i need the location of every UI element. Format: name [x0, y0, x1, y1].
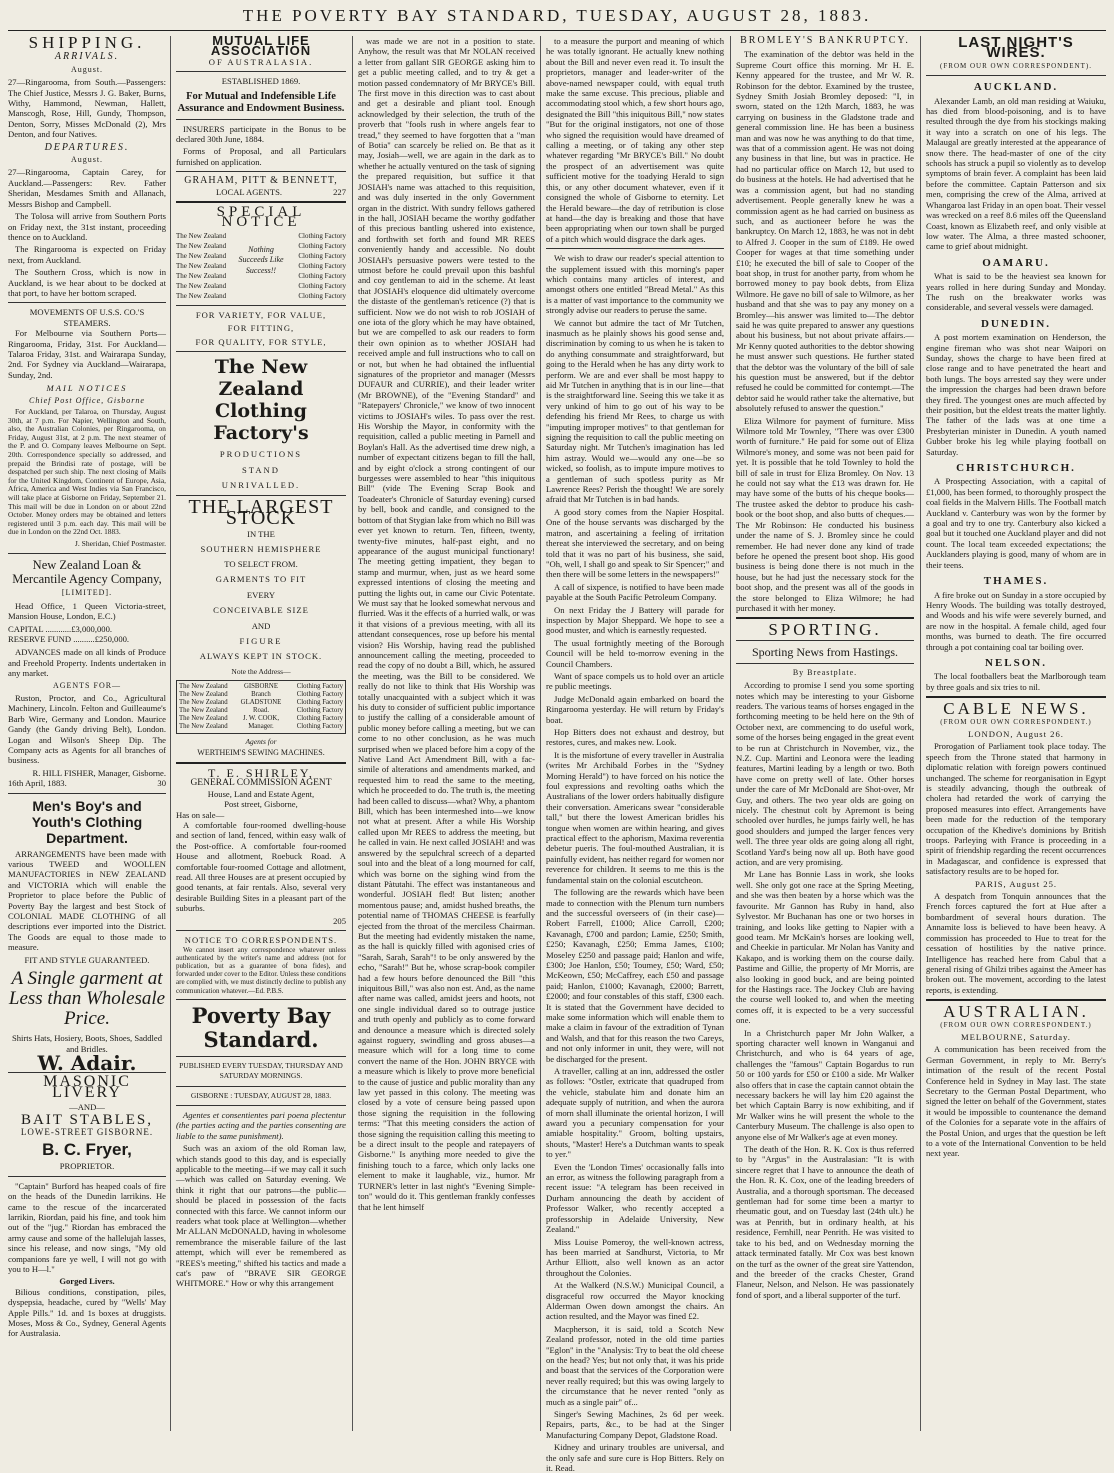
masonic-heading: MASONIC LIVERY — [43, 1073, 131, 1101]
london-dateline: LONDON, August 26. — [968, 728, 1064, 739]
cable-heading: CABLE NEWS. — [943, 699, 1089, 719]
clothing-row: Clothing Factory — [296, 723, 343, 731]
melbourne-dateline: MELBOURNE, Saturday. — [961, 1031, 1071, 1042]
insurers-text: INSURERS participate in the Bonus to be declared 30th June, 1884. — [176, 123, 346, 145]
bankruptcy-heading: BROMLEY'S BANKRUPTCY. — [740, 35, 910, 46]
kidney-item: Kidney and urinary troubles are universal, and the only safe and sure cure is Hop Bitters. Rely on it. Read. — [546, 1442, 724, 1473]
gisborne-box-line: J. W. COOK, — [242, 715, 280, 723]
for-fitting: FOR FITTING, — [227, 323, 295, 334]
sporting-text-3: In a Christchurch paper Mr John Walker, a sporting character well known in Wanganui and Christchurch, and who is 64 years of age, challenges the "famous" Captain Bogardus to run 50 or 100 yards for £50 or £100 a side. Mr Walker also offers that in case the captain cannot obtain the necessary backers he will lay him £20 against the bet which Captain Barry is now exhibiting, and if Mr Walker wins he will present the whole to the Canterbury Museum. The challenge is also open to anyone else of Mr Walker's age at even money. — [736, 1027, 914, 1142]
house-land-estate: House, Land and Estate Agent, — [207, 788, 315, 799]
notice-correspondents-heading: NOTICE TO CORRESPONDENTS. — [184, 935, 338, 946]
oamaru-text: What is said to be the heaviest sea known for years rolled in here during Sunday and Monday. The rush on the breakwater works was considerable, and several vessels were damaged. — [926, 271, 1106, 313]
newspaper-title: Poverty Bay Standard. — [191, 1002, 331, 1052]
macpherson-item: Macpherson, it is said, told a Scotch New Zealand professor, noted in the old time parties "Eglon" in the "Analysis: Try to beat the old cheese on the head? Yes; but not only that, it was his pride and boast that the services of the Corporation were never really required; but this was owing largely to the circumstance that he never rented "only as much as a single pair" of... — [546, 1323, 724, 1407]
post-street: Post street, Gisborne, — [224, 799, 298, 810]
to-select: TO SELECT FROM. — [224, 558, 298, 569]
notice-correspondents-text: We cannot insert any correspondence whatever unless authenticated by the writer's name and address (not for publication, but as a guarantee of bona fides), and forwarded under cover to the Editor. Unless these conditions are complied with, we must distinctly decline to publish any communication whatever.—Ed. P.B.S. — [176, 945, 346, 995]
thames-heading: THAMES. — [983, 575, 1049, 588]
reserve-fund: RESERVE FUND ..........£250,000. — [8, 633, 130, 644]
auckland-heading: AUCKLAND. — [973, 81, 1059, 94]
thames-text: A fire broke out on Sunday in a store occupied by Henry Woods. The building was totally destroyed, and Woods and his wife were severely burned, and are now in the hospital. A female child, aged four months, was burned to death. The fire occurred through a pot containing coal tar boiling over. — [926, 589, 1106, 652]
gisborne-box-line: GISBORNE — [243, 683, 278, 691]
proprietor: PROPRIETOR. — [59, 1161, 115, 1172]
nz-row: The New Zealand — [176, 281, 227, 290]
nz-row: The New Zealand — [179, 707, 228, 715]
paris-dateline: PARIS, August 25. — [974, 878, 1058, 889]
arrivals-date: August. — [70, 64, 104, 74]
clothing-row: Clothing Factory — [298, 271, 346, 280]
hop-bitters-item: Hop Bitters does not exhaust and destroy, but restores, cures, and makes new. Look. — [546, 727, 724, 748]
column-divider — [540, 36, 541, 1431]
local-agents: LOCAL AGENTS. — [216, 186, 283, 197]
gisborne-box-line: Road. — [252, 707, 270, 715]
column-divider — [730, 36, 731, 1431]
shirts-text: Shirts Hats, Hosiery, Boots, Shoes, Saddled and Bridles. — [11, 1033, 163, 1054]
shipping-heading: SHIPPING. — [28, 33, 146, 52]
capital: CAPITAL ............£3,000,000. — [8, 623, 113, 634]
mutual-life-for: For Mutual and Indefensible Life Assurance and Endowment Business. — [177, 90, 345, 114]
in-the: IN THE — [247, 529, 275, 540]
battery-item: On next Friday the J Battery will parade for inspection by Major Sheppard. We hope to see a good muster, and which is earnestly requested. — [546, 604, 724, 636]
wires-from: (FROM OUR OWN CORRESPONDENT). — [940, 61, 1092, 70]
movements-text: For Melbourne via Southern Ports—Ringarooma, Friday, 31st. For Auckland—Talaroa Friday, 31st. and Wairarapa Sunday, 2nd. For Sydney via Auckland—Wairarapa, Sunday, 2nd. — [8, 328, 166, 380]
editorial-end: to a measure the purport and meaning of which he was totally ignorant. He actually knew nothing about the Bill and never even read it. To insult the proprietors, manager and leader-writer of the above-named newspaper could, with equal truth make the same excuse. This precious, pliable and accommodating stool which, a few short hours ago, designated the Bill "this iniquitous Bill," now states "But for the original instigators, not one of those who signed the requisition would have dreamed of calling a meeting, or of taking any other step whatever regarding "Mr BRYCE's Bill." No doubt the prospect of an advertisement was quite sufficient motive for the toadying Herald to sign this, or any other document whatever, even if it consigned the whole of Gisborne to eternity. Let the Herald beware—the day of retribution is close at hand—the day is breaking and those that have been appropriating when our town shall be purged of a pitch which would disgrace the dark ages. — [546, 36, 724, 244]
movements-heading: MOVEMENTS OF U.S.S. CO.'S STEAMERS. — [29, 307, 145, 328]
nz-row: The New Zealand — [176, 251, 227, 260]
agents-for: Agents for — [245, 737, 277, 747]
every: EVERY — [246, 589, 276, 600]
sale-number: 205 — [333, 915, 346, 926]
ringarooma-notice: The Ringarooma is expected on Friday next, from Auckland. — [8, 244, 166, 265]
published-line: PUBLISHED EVERY TUESDAY, THURSDAY AND SATURDAY MORNINGS. — [179, 1060, 343, 1081]
nelson-heading: NELSON. — [985, 656, 1047, 669]
masthead: THE POVERTY BAY STANDARD, TUESDAY, AUGUST 28, 1883. — [242, 6, 872, 25]
general-commission-agent: GENERAL COMMISSION AGENT — [190, 778, 332, 789]
graham-pitt-bennett: GRAHAM, PITT & BENNETT, — [184, 175, 338, 187]
forbes-item: It is the misfortune of every traveller in Australia (writes Mr Archibald Forbes in the "Sydney Morning Herald") to have forced on his notice the foul expressions and revolting oaths which the Australians of the lower orders habitually disfigure their conversation. Americans swear "considerable tall," but there the lowest American bridles his tongue when women are within hearing, and gives practical effect to the aphorism, Maxima reverentia debetur pueris. The foul-mouthed Australian, it is painfully evident, has neither regard for women nor reverence for children. It seems to me this is the fundamental stain on the colonial escutcheon. — [546, 749, 724, 885]
column-4 — [546, 36, 724, 1473]
column-divider — [170, 36, 171, 1431]
unrivalled: UNRIVALLED. — [221, 479, 301, 490]
and-separator: —AND— — [69, 1102, 105, 1113]
column-divider — [920, 36, 921, 1431]
always-in-stock: ALWAYS KEPT IN STOCK. — [199, 651, 323, 662]
clothing-row: Clothing Factory — [296, 683, 343, 691]
nz-row: The New Zealand — [176, 261, 227, 270]
column-3 — [358, 36, 535, 1431]
gisborne-box-line: GLADSTONE — [240, 699, 282, 707]
times-item: Even the 'London Times' occasionally falls into an error, as witness the following paragraph from a recent issue: "A telegram has been received in Durham announcing the death by accident of Professor Walker, who recently accepted a professorship in Adelaide University, New Zealand." — [546, 1161, 724, 1235]
largest-stock: THE LARGEST STOCK — [188, 496, 334, 529]
auckland-text: Alexander Lamb, an old man residing at Waiuku, has died from blood-poisoning, and is to have resulted through the dye from his stockings making it way into a scratch on one of his legs. The Malaugal are greatly interested at the appearance of snow there. The head-master of one of the city schools has struck a pupil so violently as to develop symptoms of brain fever. A complaint has been laid before the committee. Captain Patterson and six men, comprising the crew of the Alma, arrived at Whangaroa last Friday in an open boat. Their vessel was wrecked on a reef 8.6 miles off the Queensland Coast, known as Elizabeth reef, and only visible at low water. The Alma, a three masted schooner, came to grief about midnight. — [926, 95, 1106, 252]
sporting-text-4: The death of the Hon. R. K. Cox is thus referred to by "Argus" in the Australasian: "It is with sincere regret that I have to announce the death of the Hon. R. K. Cox, one of the leading breeders of Australia, and a thorough sportsman. The deceased gentleman had for some time been a martyr to rheumatic gout, and on Tuesday last (24th ult.) he was at Penrith, but in ordinary health, at his residence, Fernhill, near Penrith. He was visited to take to his bed, and on Wednesday morning the attack terminated fatally. Mr Cox was best known on the turf as the owner of the great sire Yattendon, and the breeder of the cracks Chester, Grand Flaneur, Nelson, and Nelson. He was passionately fond of sport, and a liberal supporter of the turf. — [736, 1144, 914, 1300]
petroleum-item: A call of sixpence, is notified to have been made payable at the South Pacific Petroleum Company. — [546, 581, 724, 603]
southern-hemisphere: SOUTHERN HEMISPHERE — [200, 543, 322, 554]
nzcf-heading: The New Zealand Clothing Factory's — [213, 356, 309, 445]
shirley-name: T. E. SHIRLEY, — [208, 766, 314, 780]
departures-heading: DEPARTURES. — [44, 141, 130, 153]
dateline: GISBORNE : TUESDAY, AUGUST 28, 1883. — [190, 1090, 332, 1100]
fryer-name: B. C. Fryer, — [42, 1140, 132, 1160]
stand: STAND — [242, 464, 280, 475]
gorged-livers-heading: Gorged Livers. — [59, 1276, 115, 1287]
nothing-succeeds: Nothing Succeeds Like Success!! — [238, 244, 284, 275]
london-text: Prorogation of Parliament took place today. The speech from the Throne stated that harmony in diplomatic relation with foreign powers continued unchanged. The scheme for reorganisation in Egypt is steadily advancing, though the outbreak of cholera had retarded the work of carrying the proposed measures into effect. Arrangements have been made for the reduction of the temporary occupation of the Khedive's dominions by British troops. Parleying with France is proceeding in a spirit of friendship regarding the recent occurrences in Madagascar, and confidence is expressed that satisfactory results are to be hoped for. — [926, 741, 1106, 877]
nelson-text: The local footballers beat the Marlborough team by three goals and six tries to nil. — [926, 671, 1106, 692]
clothing-row: Clothing Factory — [296, 707, 343, 715]
mutual-life-heading: MUTUAL LIFE ASSOCIATION — [210, 33, 312, 59]
judge-item: Judge McDonald again embarked on board the Ringarooma yesterday. He will return by Friday's boat. — [546, 693, 724, 725]
christchurch-heading: CHRISTCHURCH. — [956, 462, 1076, 475]
adair-signature: W. Adair. — [37, 1050, 137, 1075]
clothing-row: Clothing Factory — [296, 691, 343, 699]
clothing-row: Clothing Factory — [296, 715, 343, 723]
manager-date: 16th April, 1883. — [8, 778, 67, 789]
nz-row: The New Zealand — [179, 683, 228, 691]
mail-subheading: Chief Post Office, Gisborne — [29, 395, 145, 405]
local-agents-number: 227 — [333, 186, 346, 197]
manager-number: 30 — [157, 778, 166, 789]
nzloan-office: Head Office, 1 Queen Victoria-street, Mansion House, London, E.C.) — [8, 600, 166, 622]
figure-text: FIGURE — [239, 635, 283, 646]
nz-row: The New Zealand — [179, 691, 228, 699]
established: ESTABLISHED 1869. — [221, 76, 301, 87]
sporting-subheading: Sporting News from Hastings. — [752, 644, 898, 659]
supplement-item: We wish to draw our reader's special attention to the supplement issued with this morning's paper which contains many articles of interest, and amongst others one entitled "Bread Metal." As this is a matter of vast importance to the community we strongly advise our readers to peruse the same. — [546, 253, 724, 316]
nz-row: The New Zealand — [176, 291, 227, 300]
rewards-item: The following are the rewards which have been made to connection with the Plenum turn numbers and the successful overseers of (in their case)—Robert Farrell, £1000; Alice Carroll, £200; Kavanagh, £700 and pardon; Lamie, £250; Smith, £250; Kavanagh, £250; Emma James, £100; Moseley £250 and passage paid; Hanlon and wife, £300; Joe Hanlon, £50; Toumey, £50; Ward, £50; McKeown, £50; McCaffrey, each £50 and passage paid; Hanlon, £1000; Kavanagh, £2000; Barrett, £2000; and four constables of this staff, £300 each. It is stated that the Government have decided to make some information which will enable them to make a claim in favour of the extradition of Tynan and Walsh, and that for this reason the two Careys, and not only informer in unit, they were, will not be discharged for the present. — [546, 887, 724, 1064]
sporting-heading: SPORTING. — [768, 620, 882, 640]
bait-stables: BAIT STABLES, — [20, 1111, 154, 1128]
has-on-sale: Has on sale— — [176, 809, 225, 820]
column-5 — [736, 36, 914, 1431]
forms-text: Forms of Proposal, and all Particulars furnished on application. — [176, 146, 346, 167]
nz-row: The New Zealand — [179, 723, 228, 731]
lowe-street: LOWE-STREET GISBORNE. — [20, 1126, 154, 1137]
special-notice-heading: SPECIAL NOTICE — [216, 204, 306, 231]
latin-motto: Agentes et consentientes pari poena plectentur (the parties acting and the parties consenting are liable to the same punishment). — [176, 1109, 346, 1141]
nz-row: The New Zealand — [176, 241, 227, 250]
clothing-row: Clothing Factory — [298, 241, 346, 250]
special-notice-grid — [176, 231, 346, 301]
address-box — [176, 680, 346, 734]
nzloan-limited: [LIMITED]. — [61, 588, 113, 598]
agents-heading: AGENTS FOR— — [52, 680, 122, 690]
clothing-row: Clothing Factory — [298, 261, 346, 270]
melbourne-text: A communication has been received from the German Government, in reply to Mr. Berry's intimation of the result of the recent Postal Conference held in Sydney in May last. The state Secretary to the German Postal Department, who signed the letter on behalf of the Government, states it would be impossible to countenance the demand of the Colonies for a separate vote in the affairs of the Postal Union, and urges that the question be left to a vote of the International Convention to be held next year. — [926, 1044, 1106, 1159]
nz-row: The New Zealand — [176, 231, 227, 240]
masthead-rule — [8, 30, 1106, 31]
mail-text: For Auckland, per Talaroa, on Thursday, August 30th, at 7 p.m. For Napier, Wellington and South, also, the Australian Colonies, per Ringarooma, on Friday, August 31st, at 2 p.m. The next steamer of the P. and O. Company leaves Melbourne on Sept. 20th. Correspondence specially so addressed, and prepaid the Brindisi rate of postage, will be despatched per such ship. The next closing of Mails for the United Kingdom, Continent of Europe, Asia, Africa, America and West Indies via San Francisco, will take place at Gisborne on Friday, September 21. This mail will be due in London on or about 22nd October. Money orders may be obtained and letters registered until 3 p.m. each day. This mail will be due in London on the 22nd Oct. 1883. — [8, 407, 166, 537]
mutual-life-subheading: OF AUSTRALASIA. — [208, 56, 314, 67]
for-variety: FOR VARIETY, FOR VALUE, — [195, 309, 327, 320]
napier-hospital-item: A good story comes from the Napier Hospital. One of the house servants was discharged by the matron, and ascertaining a feeling of irritation thereat she interviewed the secretary, and on being told that it was no part of his business, she said, "Oh, well, I shall go and speak to Sir Spencer;" and then there will be some letters in the newspapers!" — [546, 506, 724, 580]
advances-text: ADVANCES made on all kinds of Produce and Freehold Property. Indents undertaken in any market. — [8, 647, 166, 679]
nz-row: The New Zealand — [179, 699, 228, 707]
gisborne-box-line: Branch — [251, 691, 271, 699]
tutchen-item: We cannot but admire the tact of Mr Tutchen, inasmuch as he plainly shows his good sense and, discrimination by coming to us when he is taken to do anything consummate and straightforward, but going to the Herald when he has any dirty work to perform. We are and ever shall be most happy to aid Mr Tutchen in anything that is in our line—that is the straightforward line. Seeing this we take it as very unkind of him to go out of his way to be defending his friend Mr Rees, to charge us with "imputing improper motives" to that gentleman for signing the requisition to call the public meeting on Saturday night. Mr Tutchen's imagination has led him astray. Would we—would any one—be so wicked, so foolish, as to impute impure motives to a gentleman of such spotless purity as Mr Lawrence Rees? Perish the thought! We are sorely afraid that Mr Tutchen is in bad hands. — [546, 317, 724, 505]
postmaster-signature: J. Sheridan, Chief Postmaster. — [74, 538, 166, 548]
fit-guaranteed: FIT AND STYLE GUARANTEED. — [24, 954, 150, 965]
clothing-row: Clothing Factory — [296, 699, 343, 707]
christchurch-text: A Prospecting Association, with a capital of £1,000, has been formed, to thoroughly prospect the coal fields in the Malvern Hills. The Football match Auckland v. Canterbury was won by the former by a goal and try to one try. Canterbury also kicked a goal but it touched one Auckland player and did not count. The local team exceeded expectations; the Aucklanders playing is good, many of whom are in their teens. — [926, 476, 1106, 570]
column-1 — [8, 33, 166, 1431]
dunedin-heading: DUNEDIN. — [980, 317, 1052, 330]
southern-cross-notice: The Southern Cross, which is now in Auckland, is we hear about to be docked at that port, to have her bottom scraped. — [8, 267, 166, 298]
nzloan-heading: New Zealand Loan & Mercantile Agency Company, — [12, 558, 162, 587]
ostler-item: A traveller, calling at an inn, addressed the ostler as follows: "Ostler, extricate that quadruped from the vehicle, stabulate him and donate him an adequate supply of nutrition, and when the aurora of morn shall illuminate the oriental horizon, I will award you a pecuniary compensation for your amiable hospitality." Groom, bolting upstairs, shouts, "Master! Here's a Dutchman wants to speak to yer." — [546, 1066, 724, 1160]
sporting-byline: By Breastplate. — [792, 667, 858, 677]
single-garment-heading: A Single garment at Less than Wholesale Price. — [8, 968, 166, 1030]
clothing-row: Clothing Factory — [298, 281, 346, 290]
column-6 — [926, 36, 1106, 1431]
for-quality: FOR QUALITY, FOR STYLE, — [195, 336, 327, 347]
pomeroy-item: Miss Louise Pomeroy, the well-known actress, has been married at Sandhurst, Victoria, to Mr Arthur Elliott, also well known as an actor throughout the Colonies. — [546, 1236, 724, 1278]
clothing-row: Clothing Factory — [298, 251, 346, 260]
bankruptcy-text-2: Eliza Wilmore for payment of furniture. Miss Wilmore told Mr Townley, "There was over £300 worth of furniture." He paid for some out of Eliza Wilmore's money, and some was not been paid for yet. It is possible that he told Townley to hold the bill of sale in trust for Eliza Bromley. On Nov. 13 he could not say what the £13 was drawn for. He may have some of the butts of his cheque books—The trustee asked the debtor to produce his cash-book or the boot shop, and also butts of cheques.—The Mr Robinson: He conducted his business under the name of S. J. Bromley since he could remember. He had never done any kind of trade before he opened the present boot shop. His good business is being done there is not much in the house, but he had just the necessary stock for the boot shop, and the present was all of the goods in the store belonged to Eliza Wilmore; he had purchased it with her money. — [736, 415, 914, 613]
tolosa-notice: The Tolosa will arrive from Southern Ports on Friday next, the 31st instant, proceeding thence on to Auckland. — [8, 211, 166, 242]
clothing-rows — [286, 231, 346, 301]
space-item: Want of space compels us to hold over an article re public meetings. — [546, 670, 724, 692]
nz-row: The New Zealand — [176, 271, 227, 280]
and-text: AND — [251, 620, 271, 631]
bankruptcy-text: The examination of the debtor was held in the Supreme Court office this morning. Mr H. E. Kenny appeared for the trustee, and Mr W. R. Robinson for the debtor. Examined by the trustee, Sydney Smith Josiah Bromley deposed: "I, in sworn, stated on the 12th March, 1883, he was carrying on business in the Gladstone trade and general commission line. He has been a business man and was now he was anything to do that time, was that of a commission agent. He was not doing any business in that line, but was in practice. He had no particular office on March 12, but used to do business at the hotels. He had advertised that he was a commission agent, but had no standing advertisement. People generally knew he was a commission agent as he had carried on business as such, and as auctioneer before he was the bankruptcy. On March 12, 1883, he was not in debt to Alfred J. Cooper in the sum of £189. He owed Cooper for wages at that time something under £10; he executed the bill of sale to Cooper of the boat shop, in trust for another party, from whom he borrowed money to pay book debts, from Eliza Wilmore. He gave no bill of sale to Wilmore, as her husband and that she was to pay any money on a Bromley—his answer was limited to—The debtor said he was quite prepared to answer any questions about his business, but not about private affairs.—Mr Kenny quoted authorities to the debtor showing he must answer such questions. He further stated that the debtor was the voluntary of the bill of sale his question must be answered, but if the debtor refused he could be committed for contempt.—The debtor said he would rather take the alternative, but absolutely refused to answer the question." — [736, 49, 914, 414]
editorial-continued: was made we are not in a position to state. Anyhow, the result was that Mr NOLAN received a letter from gallant SIR GEORGE asking him to get a public meeting called, and to try & get a motion passed condemnatory of Mr BRYCE's Bill. The first move in this direction was to cast about and get a desirable and pliant tool. Enough acknowledged by their selection, the truth of the proverb that "fools rush in where angels fear to tread," they seemed to have forgotten that a "man of Botia" can scarcely be relied on. Be that as it may, Josiah—well, we are again in the dark as to whether he actually ventured on the task of signing the prepared requisition, but suffice it that JOSIAH's name was attached to this requisition, and was duly inserted in the only Government organ in the district. With sundry fellows gathered in the hall, JOSIAH became the worthy godfather of this precious bantling ushered into existence, and forthwith set forth and found MR REES conveniently handy and accessible. No doubt JOSIAH's persuasive powers were tested to the utmost before he could prevail upon this bashful and coy gentleman to aid in the scheme. At least that JOSIAH's eloquence did ultimately overcome the distaste of the gentleman's reticence (?) that is sufficient. Now we do not wish to rob JOSIAH of one iota of the glory which he may have obtained, but we are compelled to ask our readers to form their own opinion as to whether JOSIAH had received ample and full instructions who to call on or not, but when he had obtained the influential signatures of the proprietor and manager (Messrs DUFAUR and CURRIE), and their leader writer (Mr BROWNE), of the "Evening Standard" and "Ratepayers' Chronicle," we know of two innocent victims to JOSIAH's wiles. To pass over the rest. His Worship the Mayor, in conformity with the requisition, called a public meeting in Parnell and Boylan's Hall. As the advertised time drew nigh, a number of expectant citizens began to fill the hall, and by eight o'clock a strong contingent of our burgesses were assembled to hear "this iniquitous Bill" (vide The Evening Scrap Book and Toadeater's Chronicle of Saturday evening) cursed by bell, book and candle, and consigned to the bottom of that Stygian lake from which no Bill was ever yet known to return. Ten, fifteen, twenty, twenty-five minutes, half-past eight, and no appearance of the august municipal functionary! The meeting getting impatient, they began to stamp and murmur, when, just as we heard some expressed intentions of closing the meeting and putting the lights out, in came our Civic Potentate. We must say that he looked somewhat nervous and flurried. Was it the effects of a hurried walk, or was it that visions of a previous meeting, with all its attendant consequences, rose up before his mental vision? His Worship, having read the published announcement calling the meeting, proceeded to read the copy of no doubt a Bill, which, he assured the meeting, was the Bill to be considered. We really do not like to think that His Worship was totally unacquainted with a subject which it was his duty to consider of sufficient public importance to justify the calling of a considerable amount of public money before calling a meeting, but we can come to no other conclusion, as he was much surprised when we placed before him a copy of the Native Land Act Amendment Bill, with a fac-simile of alterations and amendments marked, and requested him to read the same to the meeting, which he proceeded to do. The truth is, the meeting had been called to discuss—what? Why, a phantom Bill, which has been intermeshed into—we know not what at present. After a while His Worship called upon Mr REES to address the meeting, but he called in vain. He next called JOSIAH! and was answered by the sepulchral screech of a departed soul into and the bleat of a long mourned for calf, which was borne on the sighing wind from the distant Pàtutahi. The effect was instantaneous and wonderful. JOSIAH fled! But listen; another momentous pause; and, amidst hushed breaths, the potential name of THOMAS CHEESE is fearfully ejected from the throat of the merciless Chairman. But the meeting had evidently mistaken the name, as the hall is quickly filled with agonised cries of "Sarah, Sarah, Sarah"! to be only answered by the echo, "Sarah!" But he, whose scrap-book compiler had a few hours before denounced the Bill "this iniquitous Bill," was also non est. And, as the name after name was called, amidst jeers and hoots, not one single individual dared so to outrage justice and truth openly and publicly as to come forward and denounce a measure which is directed solely against roguery, swindling and gross abuses—a measure which will for a long time to come convert the name of the Hon. JOHN BRYCE with a measure which is likely to prove more beneficial to the cause of justice and public morality than any law yet passed in this colony. The meeting was closed by a vote of censure being passed upon those signing the requisition in the following terms: "That this meeting considers the action of those signing the requisition calling this meeting to be a direct insult to the people and ratepayers of Gisborne." Is anything more needed to give the finishing touch to a farce, which only lacks one element to make it laughable, viz., humor. Mr TURNER's letter in last night's "Evening Simple-ton" would do it. This gentleman frankly confesses that he lent himself — [358, 36, 536, 1212]
gisborne-box-line: Manager. — [248, 723, 274, 731]
cable-from: (FROM OUR OWN CORRESPONDENT.) — [940, 717, 1092, 726]
manager-signature: R. HILL FISHER, Manager, Gisborne. — [32, 767, 166, 778]
editorial-start: Such was an axiom of the old Roman law, which stands good to this day, and is especially applicable to the meeting—if we may call it such—which was called on Saturday evening. We think it right that our patrons—the public—should be placed in possession of the facts connected with this farce. We cannot inform our readers what took place at Wellington—whether Mr ALLAN McDONALD, having in wholesome remembrance the miserable failure of the last attempt, which will ever be remembered as "REES's meeting," shifted his tactics and made a cat's paw of "BRAVE SIR GEORGE WHITMORE." How or why this arrangement — [176, 1143, 346, 1289]
productions: PRODUCTIONS — [219, 449, 303, 460]
departures-date: August. — [70, 155, 104, 165]
gorged-livers-text: Bilious conditions, constipation, piles, dyspepsia, headache, cured by "Wells' May Apple Pills." 1d. and 1s boxes at druggists. Moses, Moss & Co., Sydney, General Agents for Australasia. — [8, 1286, 166, 1339]
note-address: Note the Address— — [231, 666, 291, 676]
oamaru-heading: OAMARU. — [982, 256, 1050, 269]
captain-burford-item: "Captain" Burford has heaped coals of fire on the heads of the Dunedin larrikins. He came to the rescue of the incarcerated larrikin, Riordan, paid his fine, and took him out of the "jug." Riordan has embraced the army cause and some of the hallelujah lasses, since his release, and now sings, "My old companions fare ye well, I will not go with you to H—l." — [8, 1180, 166, 1274]
garments-to-fit: GARMENTS TO FIT — [215, 574, 307, 585]
wires-heading: LAST NIGHT'S WIRES. — [958, 34, 1074, 62]
council-item: The usual fortnightly meeting of the Borough Council will be held to-morrow evening in the Council Chambers. — [546, 637, 724, 669]
dunedin-text: A post mortem examination on Henderson, the engine fireman who was shot near Waipori on Sunday, shows the charge to have been fired at close range and to have penetrated the heart and both lungs. The boys arrested say they were under the impression the charges had been drawn before they fired. The youngest ones are much affected by their position, but the eldest treats the matter lightly. The father of the lads was at one time a Presbyterian minister in Dunedin. A youth named Gubber broke his leg while playing football on Saturday. — [926, 332, 1106, 457]
singer-item: Singer's Sewing Machines, 2s 6d per week. Repairs, parts, &c., to be had at the Singer Manufacturing Company Depot, Gladstone Road. — [546, 1409, 724, 1440]
mail-heading: MAIL NOTICES — [46, 383, 128, 394]
conceivable-size: CONCEIVABLE SIZE — [213, 605, 309, 616]
nz-rows — [176, 231, 236, 301]
sale-items: A comfortable four-roomed dwelling-house and section of land, fenced, within easy walk of the Post-office. A comfortable four-roomed House and allotment, Roebuck Road. A comfortable four-roomed Cottage and allotment, read. All three Houses are at present occupied by good tenants, at fair rentals. Also, several very desirable Building Sites in a pleasant part of the suburbs. — [176, 820, 346, 914]
mens-clothing-text: ARRANGEMENTS have been made with various TWEED and WOOLLEN MANUFACTORIES in NEW ZEALAND and VICTORIA which will enable the Proprietor to place before the Public of Poverty Bay the largest and best Stock of COLONIAL MADE CLOTHING of all descriptions ever imported into the District. The Goods are equal to those made to measure. — [8, 848, 166, 953]
mens-clothing-heading: Men's Boy's and Youth's Clothing Department. — [31, 797, 143, 846]
departures-text: 27—Ringarooma, Captain Carey, for Auckland.—Passengers: Rev. Father Sheridan, Mesdames Smith and Allanach, Messrs Bishop and Campbell. — [8, 167, 166, 209]
australian-heading: AUSTRALIAN. — [943, 1002, 1089, 1022]
sporting-text-2: Mr Lane has Bonnie Lass in work, she looks well. She only got one race at the Spring Meeting, and she was then beaten by a horse which was the favourite. Mr Gannon has Ruby in hand, also Sylvestor. Mr Buchanan has one or two horses in training, and looks like getting to Napier with a good team. Mr McKain's horses are looking well, and Cheekie in particular. Mr Nolan has Vanity and Kakapo, and is working them on the course daily. Pastime and Gillie, the property of Mr Morris, are also looking in good buck, and are being pointed for the Hastings race. The Jockey Club are having the course well looked to, and when the meeting comes off, it is expected to be a very successful one. — [736, 869, 914, 1026]
arrivals-heading: ARRIVALS. — [54, 51, 120, 63]
sporting-text: According to promise I send you some sporting notes which may be interesting to your Gisborne readers. The various teams of horses engaged in the forthcoming meeting to be held here on the 9th of October next, are commencing to do useful work, some of the horses being engaged in the great event to be run at Christchurch in November, viz., the N.Z. Cup. Martini and Leonora were the leading features, Martini leading by a length or two. Both have come on pretty well of late. Other horses under the care of Mr McDonald are Shot-over, Mr Guy, and others. The two year olds are going on nicely. The chestnut colt by Apremont is being schooled over hurdles, he jumps fairly well, he has good shoulders and jumped the larger fences very well. The three year olds are going along all right, Scotland Yard's being now all up. Both have good action, and are very promising. — [736, 680, 914, 868]
nz-row: The New Zealand — [179, 715, 228, 723]
walkerd-item: At the Walkerd (N.S.W.) Municipal Council, a disgraceful row occurred the Mayor knocking Alderman Owen down amongst the chairs. An action resulted, and the Mayor was fined £2. — [546, 1280, 724, 1322]
wertheim: WERTHEIM'S SEWING MACHINES. — [197, 747, 325, 757]
column-2 — [176, 33, 346, 1431]
clothing-row: Clothing Factory — [298, 291, 346, 300]
clothing-row: Clothing Factory — [298, 231, 346, 240]
australian-from: (FROM OUR OWN CORRESPONDENT.) — [940, 1020, 1092, 1029]
column-divider — [352, 36, 353, 1431]
paris-text: A despatch from Tonquin announces that the French forces captured the fort at Hue after a bombardment of several hours duration. The Annamite loss is believed to have been heavy. A commission has proceeded to Hue to treat for the cessation of hostilities by the native prince. Intelligence has reached here from Cabul that a general rising of Ghilzi tribes against the Ameer has broken out. The movement, according to the latest reports, is extending. — [926, 891, 1106, 995]
arrivals-text: 27—Ringarooma, from South.—Passengers: The Chief Justice, Messrs J. G. Baker, Burns, Withy, Hammond, Newman, Hallett, Manscogh, Rose, Hill, Gundy, Thompson, Denton, Sorry, Misses McDonald (2), Mrs Denton, and four Natives. — [8, 77, 166, 140]
agents-text: Ruston, Proctor, and Co., Agricultural Machinery, Lincoln. Felton and Guilleaume's Barb Wire, Germany and London. Maurice Gandy (the Gandy driving Belt), London. Logan and Wilson's Sheep Dip. The Company acts as Agents for all branches of business. — [8, 692, 166, 766]
